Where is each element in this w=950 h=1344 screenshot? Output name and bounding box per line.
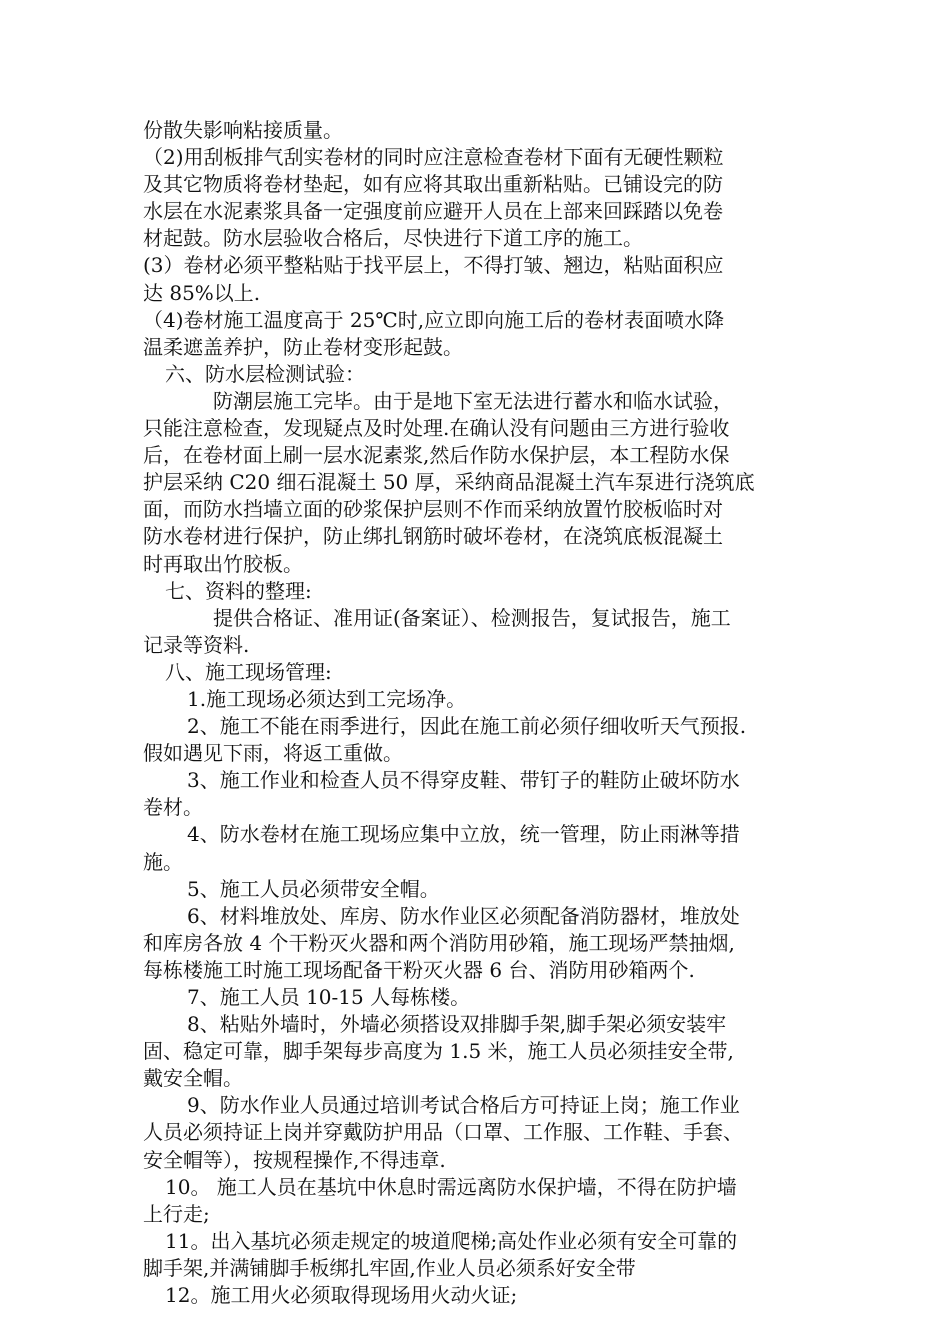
- text-line: 护层采纳 C20 细石混凝土 50 厚，采纳商品混凝土汽车泵进行浇筑底: [143, 470, 755, 495]
- text-line: 戴安全帽。: [143, 1066, 243, 1091]
- text-line: (3）卷材必须平整粘贴于找平层上，不得打皱、翘边，粘贴面积应: [143, 253, 724, 278]
- text-line: 和库房各放 4 个干粉灭火器和两个消防用砂箱，施工现场严禁抽烟,: [143, 930, 735, 955]
- list-item: 4、防水卷材在施工现场应集中立放，统一管理，防止雨淋等措: [187, 822, 740, 847]
- text-line: 卷材。: [143, 795, 203, 820]
- list-item: 8、粘贴外墙时，外墙必须搭设双排脚手架,脚手架必须安装牢: [187, 1012, 727, 1037]
- text-line: 安全帽等），按规程操作,不得违章.: [143, 1147, 446, 1172]
- document-body: [143, 117, 813, 1309]
- text-line: 上行走;: [143, 1201, 210, 1226]
- text-line: 假如遇见下雨，将返工重做。: [143, 741, 403, 766]
- text-line: 记录等资料.: [143, 632, 250, 657]
- text-line: 份散失影响粘接质量。: [143, 118, 343, 142]
- text-line: 材起鼓。防水层验收合格后，尽快进行下道工序的施工。: [143, 226, 643, 251]
- text-line: 只能注意检查，发现疑点及时处理.在确认没有问题由三方进行验收: [143, 416, 730, 441]
- text-line: 每栋楼施工时施工现场配备干粉灭火器 6 台、消防用砂箱两个.: [143, 957, 695, 982]
- list-item: 11。出入基坑必须走规定的坡道爬梯;高处作业必须有安全可靠的: [165, 1228, 738, 1253]
- text-line: 后，在卷材面上刷一层水泥素浆,然后作防水保护层，本工程防水保: [143, 443, 730, 468]
- list-item: 3、施工作业和检查人员不得穿皮鞋、带钉子的鞋防止破坏防水: [187, 768, 740, 793]
- text-line: 施。: [143, 849, 183, 874]
- text-line: 温柔遮盖养护，防止卷材变形起鼓。: [143, 334, 463, 359]
- text-line: 脚手架,并满铺脚手板绑扎牢固,作业人员必须系好安全带: [143, 1255, 636, 1280]
- list-item: 2、施工不能在雨季进行，因此在施工前必须仔细收听天气预报.: [187, 714, 747, 739]
- list-item: 5、施工人员必须带安全帽。: [187, 876, 440, 901]
- list-item: 10。 施工人员在基坑中休息时需远离防水保护墙，不得在防护墙: [165, 1174, 737, 1199]
- list-item: 6、材料堆放处、库房、防水作业区必须配备消防器材，堆放处: [187, 903, 740, 928]
- section-heading: 八、施工现场管理:: [165, 659, 332, 684]
- text-line: （2)用刮板排气刮实卷材的同时应注意检查卷材下面有无硬性颗粒: [143, 145, 724, 170]
- section-heading: 七、资料的整理:: [165, 578, 312, 603]
- list-item: 12。施工用火必须取得现场用火动火证;: [165, 1283, 518, 1308]
- text-line: 人员必须持证上岗并穿戴防护用品（口罩、工作服、工作鞋、手套、: [143, 1120, 743, 1145]
- text-line: 固、稳定可靠，脚手架每步高度为 1.5 米，施工人员必须挂安全带,: [143, 1039, 734, 1064]
- text-line: 时再取出竹胶板。: [143, 551, 303, 576]
- text-line: 面，而防水挡墙立面的砂浆保护层则不作而采纳放置竹胶板临时对: [143, 497, 723, 522]
- section-heading: 六、防水层检测试验：: [165, 361, 365, 386]
- list-item: 1.施工现场必须达到工完场净。: [187, 686, 467, 711]
- text-line: 防水卷材进行保护，防止绑扎钢筋时破坏卷材，在浇筑底板混凝土: [143, 524, 723, 549]
- text-line: 水层在水泥素浆具备一定强度前应避开人员在上部来回踩踏以免卷: [143, 199, 723, 224]
- list-item: 9、防水作业人员通过培训考试合格后方可持证上岗；施工作业: [187, 1093, 740, 1118]
- list-item: 7、施工人员 10-15 人每栋楼。: [187, 985, 471, 1009]
- text-line: （4)卷材施工温度高于 25℃时,应立即向施工后的卷材表面喷水降: [143, 307, 725, 332]
- text-line: 及其它物质将卷材垫起，如有应将其取出重新粘贴。已铺设完的防: [143, 172, 723, 197]
- text-line: 防潮层施工完毕。由于是地下室无法进行蓄水和临水试验，: [213, 388, 733, 413]
- text-line: 达 85%以上.: [143, 280, 261, 305]
- text-line: 提供合格证、准用证(备案证）、检测报告，复试报告，施工: [213, 605, 731, 630]
